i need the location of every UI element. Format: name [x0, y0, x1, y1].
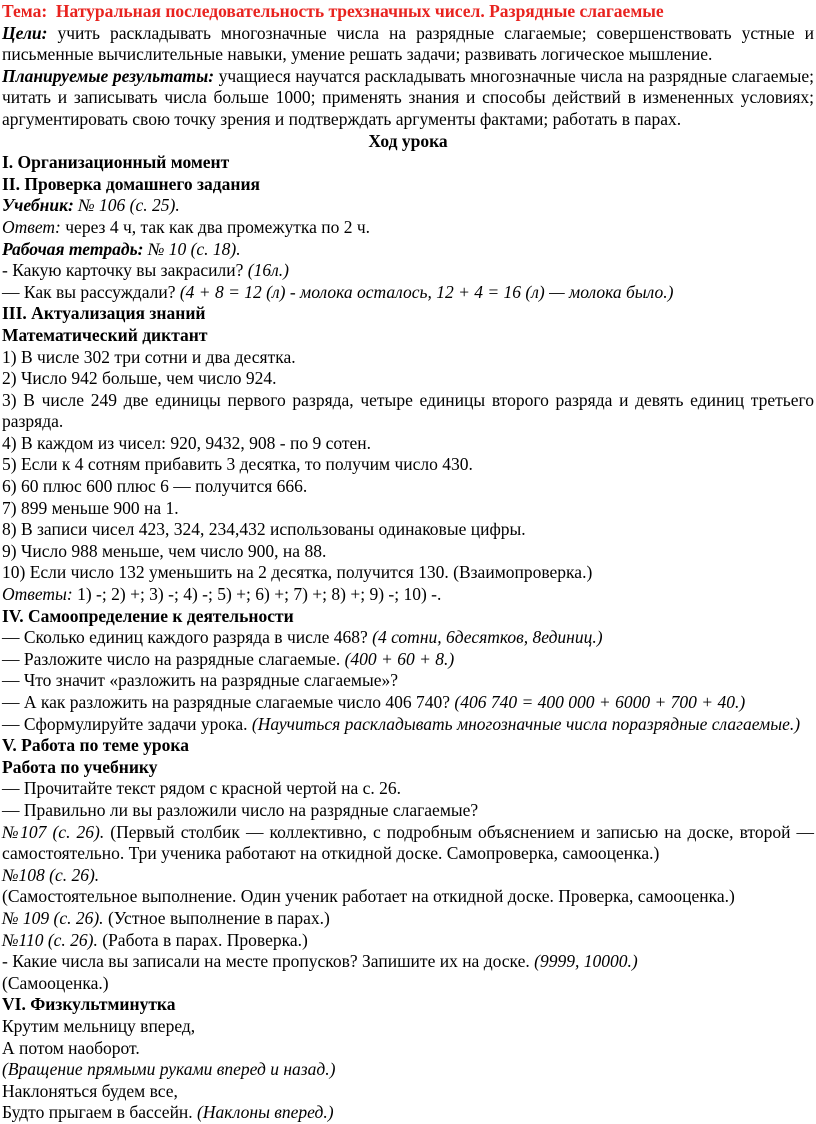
dictation-item: 3) В числе 249 две единицы первого разряда, четыре единицы второго разряда и девять единиц третьего разряда. — [2, 389, 814, 432]
dictation-title: Математический диктант — [2, 324, 208, 345]
topic-line — [2, 1, 814, 23]
answer-text: через 4 ч, так как два промежутка по 2 ч. — [65, 216, 371, 237]
selfdet-question-4-text: — А как разложить на разрядные слагаемые число 406 740? — [2, 692, 451, 712]
dictation-item: 10) Если число 132 уменьшить на 2 десятка, получится 130. (Взаимопроверка.) — [2, 562, 593, 583]
exercise-line-text: Будто прыгаем в бассейн. — [2, 1102, 193, 1123]
work-question-3-text: - Какие числа вы записали на месте пропусков? Запишите их на доске. — [2, 951, 530, 972]
dictation-item: 9) Число 988 меньше, чем число 900, на 88. — [2, 540, 327, 561]
task-109-ref: № 109 (с. 26). — [2, 907, 104, 928]
selfdet-question-2 — [2, 649, 814, 671]
goals-paragraph — [2, 23, 814, 66]
exercise-line: Наклоняться будем все, — [2, 1080, 178, 1101]
dictation-item: 6) 60 плюс 600 плюс 6 — получится 666. — [2, 476, 308, 497]
homework-question-1-text: - Какую карточку вы закрасили? — [2, 260, 244, 281]
homework-question-2 — [2, 282, 814, 304]
homework-question-1-answer: (16л.) — [247, 260, 289, 281]
work-question-3 — [2, 951, 814, 973]
task-110-ref: №110 (с. 26). — [2, 929, 98, 950]
topic-label: Тема: — [2, 1, 48, 21]
exercise-line: Крутим мельницу вперед, — [2, 1015, 196, 1036]
dictation-item: 8) В записи чисел 423, 324, 234,432 использованы одинаковые цифры. — [2, 519, 526, 540]
self-evaluation: (Самооценка.) — [2, 972, 109, 993]
work-question-1: — Прочитайте текст рядом с красной чертой на с. 26. — [2, 778, 402, 799]
selfdet-question-4-answer: (406 740 = 400 000 + 6000 + 700 + 40.) — [454, 692, 746, 712]
section-6-title: VI. Физкультминутка — [2, 994, 176, 1015]
answer-label: Ответ: — [2, 216, 61, 237]
dictation-item: 2) Число 942 больше, чем число 924. — [2, 368, 277, 389]
section-4-title: IV. Самоопределение к деятельности — [2, 605, 294, 626]
homework-question-2-answer: (4 + 8 = 12 (л) - молока осталось, 12 + 4 = 16 (л) — молока было.) — [179, 281, 674, 302]
results-label: Планируемые результаты: — [2, 65, 215, 86]
homework-question-2-text: — Как вы рассуждали? — [2, 281, 176, 302]
task-107-text: (Первый столбик — коллективно, с подробным объяснением и записью на доске, второй — самостоятельно. Три ученика работают на откидной доске. Самопроверка, самооценка.) — [2, 821, 815, 864]
homework-question-1 — [2, 260, 814, 282]
exercise-note: (Вращение прямыми руками вперед и назад.) — [2, 1059, 336, 1080]
section-5-title: V. Работа по теме урока — [2, 735, 189, 756]
exercise-line: А потом наоборот. — [2, 1037, 140, 1058]
dictation-item: 5) Если к 4 сотням прибавить 3 десятка, то получим число 430. — [2, 454, 473, 475]
selfdet-question-5 — [2, 714, 814, 736]
selfdet-question-3: — Что значит «разложить на разрядные слагаемые»? — [2, 670, 399, 691]
selfdet-question-4 — [2, 692, 814, 714]
task-110 — [2, 930, 814, 952]
workbook-ref: № 10 (с. 18). — [147, 238, 241, 259]
selfdet-question-5-answer: (Научиться раскладывать многозначные числа поразрядные слагаемые.) — [251, 713, 801, 734]
dictation-item: 4) В каждом из чисел: 920, 9432, 908 - по 9 сотен. — [2, 432, 372, 453]
exercise-note: (Наклоны вперед.) — [197, 1102, 334, 1123]
dictation-item: 1) В числе 302 три сотни и два десятка. — [2, 346, 296, 367]
section-1-title: I. Организационный момент — [2, 152, 230, 173]
section-3-title: III. Актуализация знаний — [2, 303, 206, 324]
dictation-answers — [2, 584, 814, 606]
results-paragraph — [2, 66, 814, 131]
textbook-line — [2, 195, 814, 217]
task-107-ref: №107 (с. 26). — [2, 821, 105, 842]
course-title: Ход урока — [368, 130, 448, 151]
topic-text: Натуральная последовательность трехзначных чисел. Разрядные слагаемые — [55, 1, 664, 21]
selfdet-question-1-text: — Сколько единиц каждого разряда в числе 468? — [2, 627, 368, 648]
dictation-item: 7) 899 меньше 900 на 1. — [2, 497, 179, 518]
textbook-ref: № 106 (с. 25). — [78, 195, 180, 216]
selfdet-question-1-answer: (4 сотни, 6десятков, 8единиц.) — [372, 627, 603, 648]
task-108-ref: №108 (с. 26). — [2, 864, 100, 885]
selfdet-question-2-answer: (400 + 60 + 8.) — [344, 648, 455, 669]
task-109-text: (Устное выполнение в парах.) — [107, 907, 330, 928]
work-question-3-answer: (9999, 10000.) — [534, 951, 638, 972]
selfdet-question-5-text: — Сформулируйте задачи урока. — [2, 713, 248, 734]
results-text: учащиеся научатся раскладывать многозначные числа на разрядные слагаемые; читать и записывать числа больше 1000; применять знания и способы действий в измененных условиях; аргументировать свою точку зрения и подтверждать аргументы фактами; работать в парах. — [2, 65, 815, 129]
workbook-label: Рабочая тетрадь: — [2, 238, 144, 259]
answer-line — [2, 217, 814, 239]
textbook-label: Учебник: — [2, 195, 74, 216]
selfdet-question-1 — [2, 627, 814, 649]
task-108-text: (Самостоятельное выполнение. Один ученик работает на откидной доске. Проверка, самооценка.) — [2, 886, 735, 907]
task-110-text: (Работа в парах. Проверка.) — [102, 929, 308, 950]
work-question-2: — Правильно ли вы разложили число на разрядные слагаемые? — [2, 799, 479, 820]
workbook-line — [2, 239, 814, 261]
selfdet-question-2-text: — Разложите число на разрядные слагаемые. — [2, 648, 341, 669]
goals-text: учить раскладывать многозначные числа на разрядные слагаемые; совершенствовать устные и письменные вычислительные навыки, умение решать задачи; развивать логическое мышление. — [2, 22, 814, 65]
exercise-line-last — [2, 1102, 814, 1124]
task-109 — [2, 908, 814, 930]
goals-label: Цели: — [2, 22, 48, 43]
section-2-title: II. Проверка домашнего задания — [2, 173, 261, 194]
task-107 — [2, 822, 814, 865]
dictation-answers-label: Ответы: — [2, 584, 73, 605]
dictation-answers-text: 1) -; 2) +; 3) -; 4) -; 5) +; 6) +; 7) +; 8) +; 9) -; 10) -. — [77, 584, 442, 605]
textbook-work-title: Работа по учебнику — [2, 756, 158, 777]
